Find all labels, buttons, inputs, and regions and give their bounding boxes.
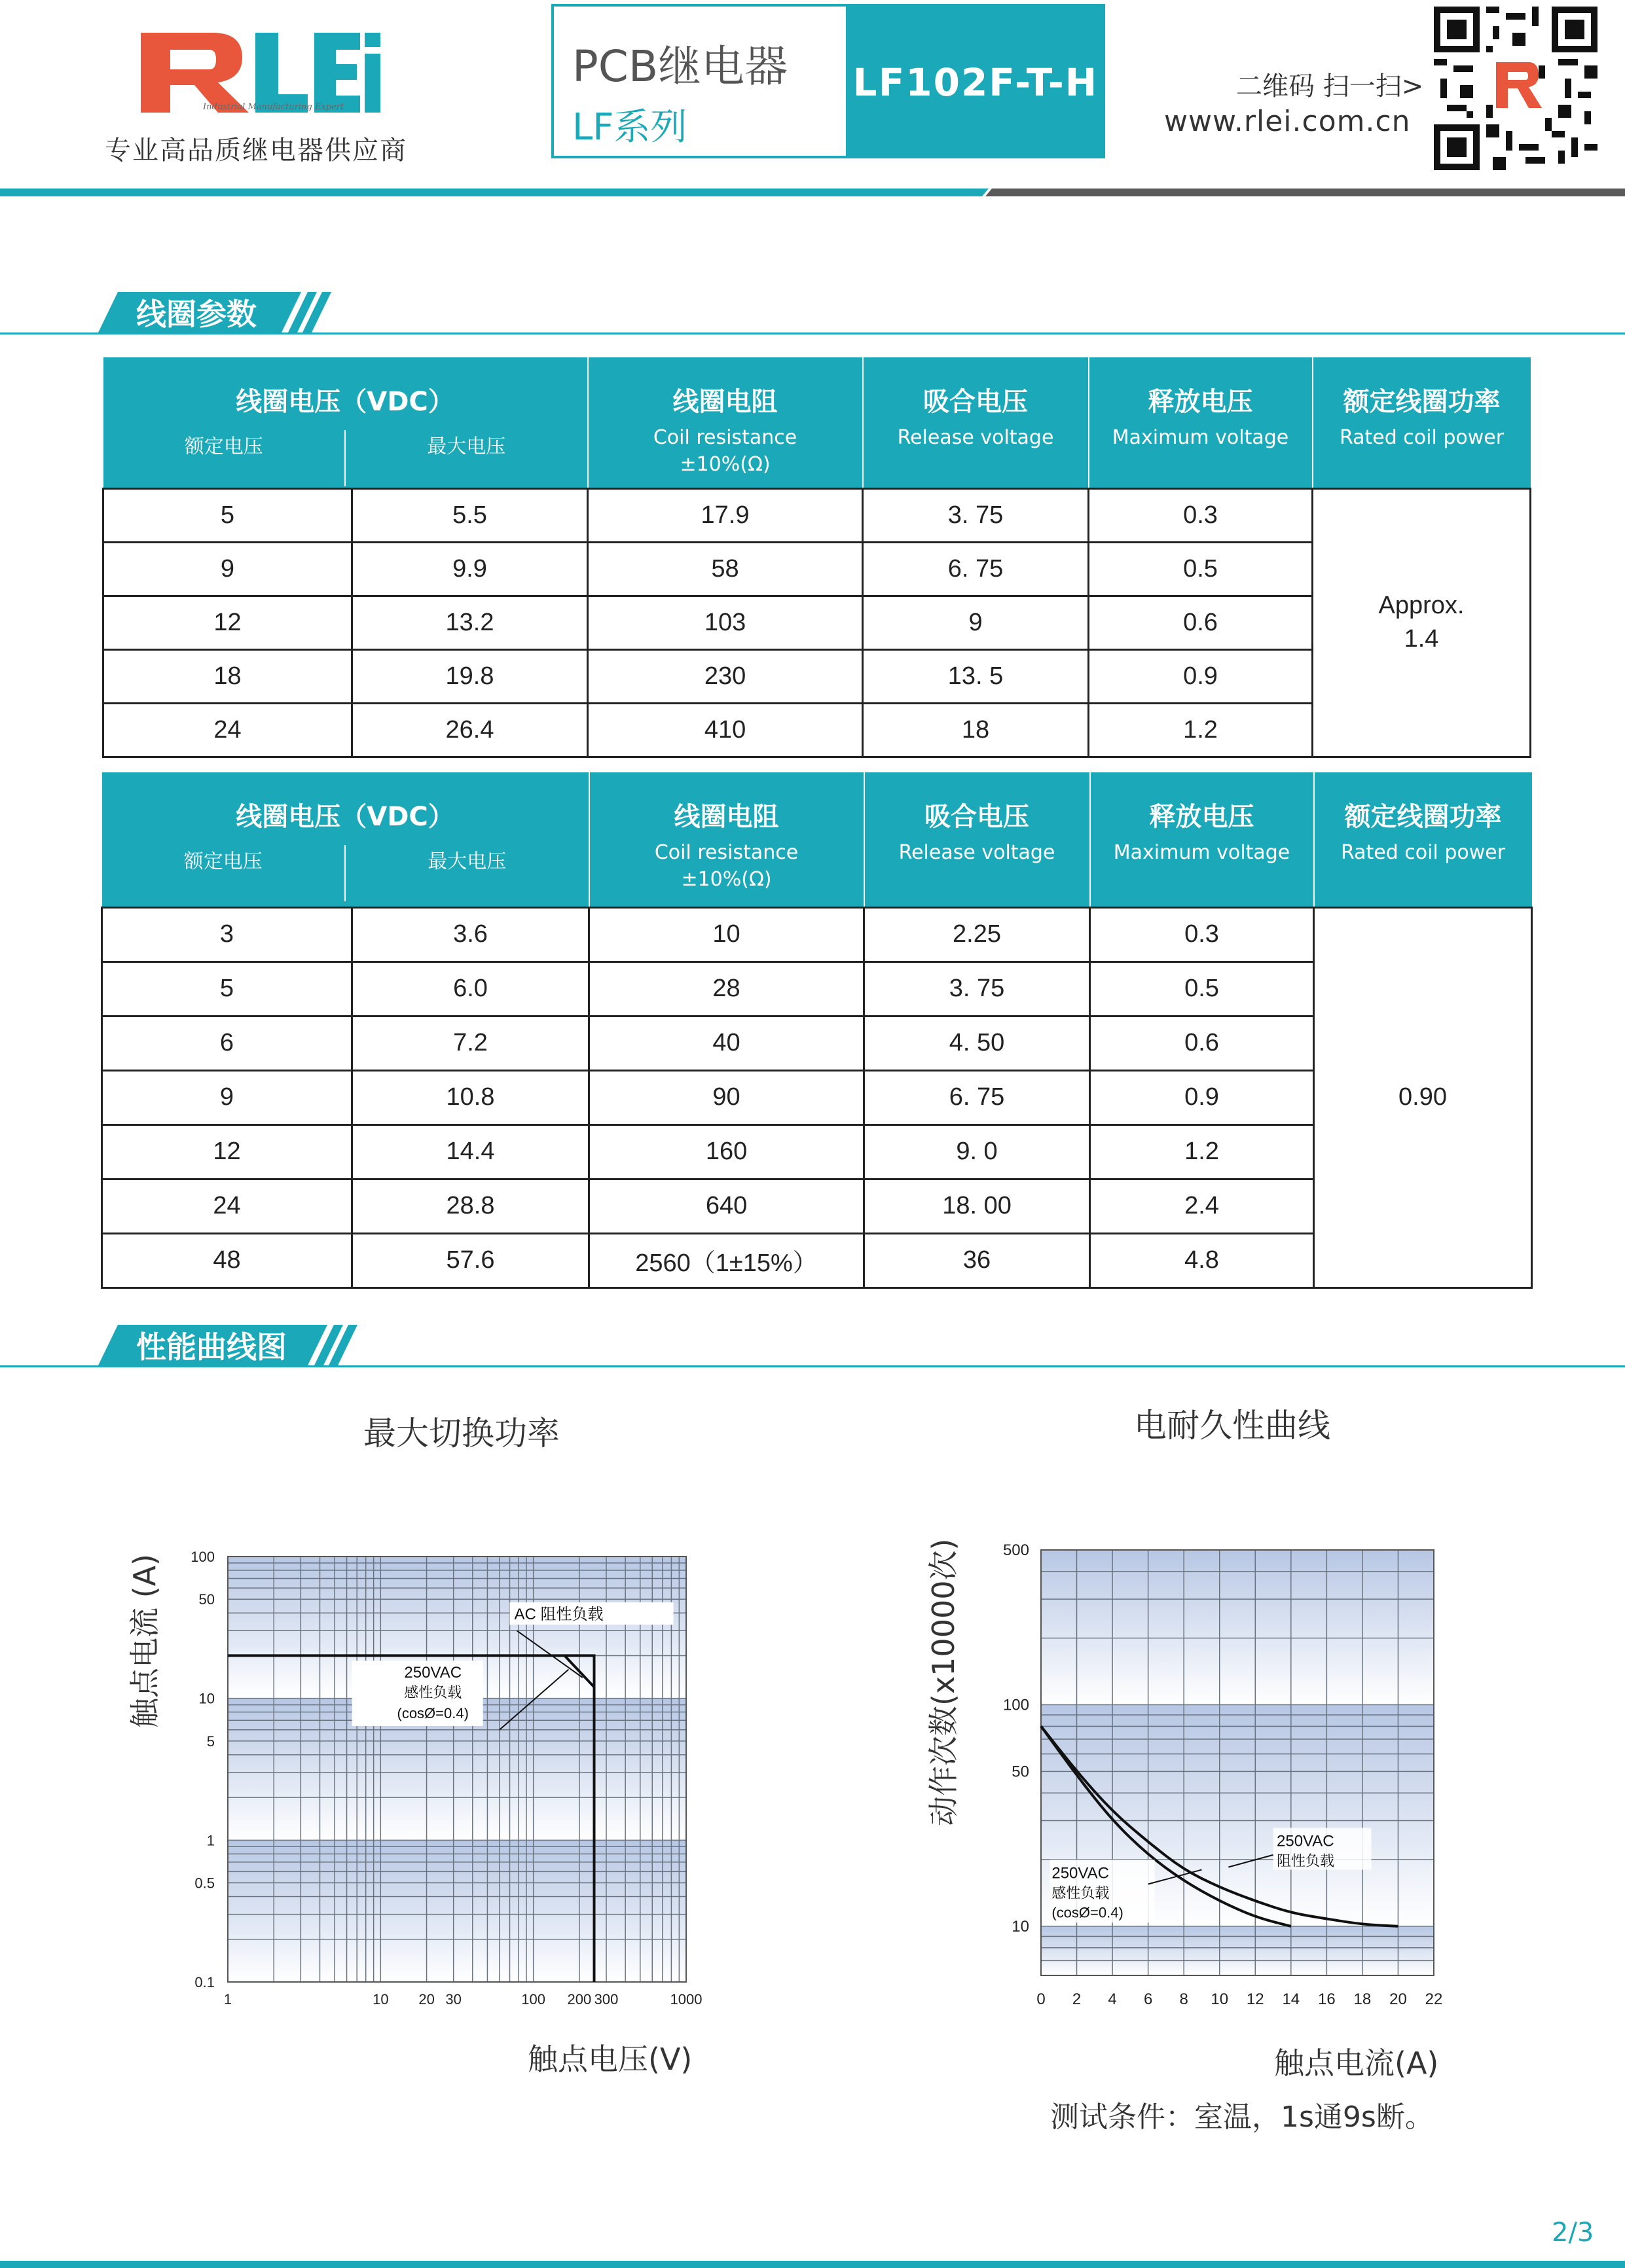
cell-max-voltage: 3.6 <box>352 907 589 962</box>
header-pickup-voltage: 吸合电压 Release voltage <box>864 772 1090 907</box>
y-tick-label: 0.5 <box>194 1875 215 1892</box>
max-switching-power-chart <box>170 1545 703 2029</box>
cell-release-voltage: 2.4 <box>1090 1179 1314 1233</box>
annotation-inductive: 感性负载 <box>404 1684 462 1701</box>
chart-2-title: 电耐久性曲线 <box>1134 1407 1330 1445</box>
cell-max-voltage: 13.2 <box>352 596 588 649</box>
x-tick-label: 300 <box>594 1991 619 2007</box>
chart-2-xlabel: 触点电流(A) <box>1274 2045 1439 2081</box>
cell-release-voltage: 1.2 <box>1090 1125 1314 1179</box>
cell-release-voltage: 0.9 <box>1090 1070 1314 1125</box>
cell-resistance: 40 <box>589 1016 864 1070</box>
cell-pickup-voltage: 3. 75 <box>864 962 1090 1016</box>
annotation-cos: (cosØ=0.4) <box>397 1705 469 1722</box>
cell-rated-voltage: 12 <box>102 1125 352 1179</box>
header-rated-voltage: 额定电压 <box>103 430 346 486</box>
chart-background-band <box>1041 1926 1434 1975</box>
cell-release-voltage: 0.3 <box>1090 907 1314 962</box>
y-tick-label: 10 <box>198 1690 215 1707</box>
cell-max-voltage: 26.4 <box>352 703 588 757</box>
cell-pickup-voltage: 18 <box>863 703 1089 757</box>
electrical-endurance-chart <box>982 1538 1480 2023</box>
cell-rated-voltage: 18 <box>103 649 352 703</box>
cell-pickup-voltage: 2.25 <box>864 907 1090 962</box>
table-row <box>103 488 1531 542</box>
cell-rated-voltage: 3 <box>102 907 352 962</box>
cell-resistance: 17.9 <box>588 488 863 542</box>
x-tick-label: 12 <box>1246 1990 1264 2008</box>
cell-rated-voltage: 5 <box>103 488 352 542</box>
header-divider <box>0 186 1625 199</box>
annotation-voltage: 250VAC <box>404 1664 462 1682</box>
annotation-inductive: 感性负载 <box>1051 1884 1110 1901</box>
cell-max-voltage: 5.5 <box>352 488 588 542</box>
series-title-box <box>551 4 1105 158</box>
y-tick-label: 1 <box>206 1832 215 1849</box>
header-max-voltage: 最大电压 <box>428 850 507 873</box>
cell-pickup-voltage: 6. 75 <box>863 542 1089 596</box>
cell-max-voltage: 19.8 <box>352 649 588 703</box>
model-number: LF102F-T-H <box>846 7 1105 158</box>
series-subtitle: LF系列 <box>572 106 687 149</box>
cell-pickup-voltage: 4. 50 <box>864 1016 1090 1070</box>
header-coil-resistance: 线圈电阻 Coil resistance ±10%(Ω) <box>589 772 864 907</box>
cell-pickup-voltage: 18. 00 <box>864 1179 1090 1233</box>
annotation-voltage: 250VAC <box>1277 1832 1334 1850</box>
cell-resistance: 230 <box>588 649 863 703</box>
cell-rated-power: 0.90 <box>1314 907 1532 1287</box>
x-tick-label: 1000 <box>670 1991 703 2007</box>
x-tick-label: 14 <box>1282 1990 1300 2008</box>
cell-release-voltage: 0.5 <box>1090 962 1314 1016</box>
cell-release-voltage: 0.6 <box>1089 596 1313 649</box>
x-tick-label: 20 <box>1389 1990 1407 2008</box>
x-tick-label: 22 <box>1425 1990 1443 2008</box>
y-tick-label: 50 <box>1012 1763 1029 1781</box>
header-release-voltage: 释放电压 Maximum voltage <box>1089 357 1313 488</box>
x-tick-label: 2 <box>1072 1990 1082 2008</box>
cell-rated-voltage: 24 <box>102 1179 352 1233</box>
cell-rated-voltage: 9 <box>102 1070 352 1125</box>
series-title: PCB继电器 <box>572 41 788 92</box>
cell-resistance: 58 <box>588 542 863 596</box>
cell-max-voltage: 6.0 <box>352 962 589 1016</box>
y-tick-label: 0.1 <box>194 1974 215 1990</box>
cell-rated-voltage: 12 <box>103 596 352 649</box>
cell-max-voltage: 7.2 <box>352 1016 589 1070</box>
cell-rated-voltage: 48 <box>102 1233 352 1287</box>
brand-tagline: 专业高品质继电器供应商 <box>105 135 407 166</box>
cell-resistance: 10 <box>589 907 864 962</box>
cell-release-voltage: 4.8 <box>1090 1233 1314 1287</box>
header-rated-voltage: 额定电压 <box>102 845 346 901</box>
cell-pickup-voltage: 36 <box>864 1233 1090 1287</box>
header-max-voltage: 最大电压 <box>427 435 506 458</box>
chart-background-band <box>1041 1550 1434 1705</box>
x-tick-label: 1 <box>223 1991 232 2007</box>
section-header-curves <box>0 1323 1625 1369</box>
section-title-coil: 线圈参数 <box>136 297 257 332</box>
header-rated-power: 额定线圈功率 Rated coil power <box>1314 772 1532 907</box>
cell-pickup-voltage: 6. 75 <box>864 1070 1090 1125</box>
website-url[interactable]: www.rlei.com.cn <box>1164 105 1411 138</box>
footer-bar <box>0 2261 1625 2268</box>
cell-resistance: 103 <box>588 596 863 649</box>
cell-max-voltage: 10.8 <box>352 1070 589 1125</box>
cell-release-voltage: 0.6 <box>1090 1016 1314 1070</box>
cell-pickup-voltage: 13. 5 <box>863 649 1089 703</box>
cell-rated-power: Approx. 1.4 <box>1313 488 1531 757</box>
x-tick-label: 100 <box>521 1991 546 2007</box>
chart-1-ylabel: 触点电流 (A) <box>127 1554 162 1728</box>
annotation-voltage-2: 250VAC <box>1051 1864 1109 1882</box>
x-tick-label: 20 <box>418 1991 435 2007</box>
cell-rated-voltage: 24 <box>103 703 352 757</box>
cell-rated-voltage: 5 <box>102 962 352 1016</box>
header-rated-power: 额定线圈功率 Rated coil power <box>1313 357 1531 488</box>
qr-code[interactable] <box>1434 7 1598 170</box>
y-tick-label: 10 <box>1012 1917 1029 1935</box>
annotation-cos: (cosØ=0.4) <box>1051 1904 1123 1921</box>
cell-max-voltage: 14.4 <box>352 1125 589 1179</box>
cell-pickup-voltage: 9 <box>863 596 1089 649</box>
cell-max-voltage: 57.6 <box>352 1233 589 1287</box>
header-pickup-voltage: 吸合电压 Release voltage <box>863 357 1089 488</box>
annotation-resistive: 阻性负载 <box>1277 1852 1335 1869</box>
cell-pickup-voltage: 3. 75 <box>863 488 1089 542</box>
cell-release-voltage: 0.5 <box>1089 542 1313 596</box>
cell-release-voltage: 0.3 <box>1089 488 1313 542</box>
scan-text: 二维码 扫一扫> <box>1236 71 1424 101</box>
chart-1-title: 最大切换功率 <box>363 1414 560 1452</box>
cell-resistance: 160 <box>589 1125 864 1179</box>
table-row <box>102 907 1532 962</box>
logo-r-shape <box>141 33 249 113</box>
cell-rated-voltage: 9 <box>103 542 352 596</box>
cell-release-voltage: 1.2 <box>1089 703 1313 757</box>
header-coil-voltage: 线圈电压（VDC） 额定电压 最大电压 <box>103 357 588 488</box>
y-tick-label: 5 <box>206 1733 215 1750</box>
cell-max-voltage: 9.9 <box>352 542 588 596</box>
chart-1-xlabel: 触点电压(V) <box>528 2042 693 2077</box>
x-tick-label: 8 <box>1179 1990 1188 2008</box>
x-tick-label: 18 <box>1353 1990 1372 2008</box>
annotation-resistive: AC 阻性负载 <box>514 1606 604 1624</box>
cell-resistance: 2560（1±15%） <box>589 1233 864 1287</box>
x-tick-label: 0 <box>1036 1990 1046 2008</box>
x-tick-label: 10 <box>1211 1990 1229 2008</box>
x-tick-label: 30 <box>445 1991 462 2007</box>
y-tick-label: 50 <box>198 1591 215 1608</box>
x-tick-label: 10 <box>373 1991 389 2007</box>
coil-table-2 <box>101 772 1533 1289</box>
cell-resistance: 410 <box>588 703 863 757</box>
page-number: 2/3 <box>1552 2218 1594 2248</box>
x-tick-label: 4 <box>1108 1990 1117 2008</box>
header-coil-voltage: 线圈电压（VDC） 额定电压 最大电压 <box>102 772 589 907</box>
x-tick-label: 6 <box>1143 1990 1153 2008</box>
cell-rated-voltage: 6 <box>102 1016 352 1070</box>
y-tick-label: 100 <box>1002 1696 1029 1714</box>
cell-pickup-voltage: 9. 0 <box>864 1125 1090 1179</box>
cell-resistance: 640 <box>589 1179 864 1233</box>
logo-tagline: Industrial Manufacturing Expert <box>203 102 344 112</box>
test-condition: 测试条件：室温，1s通9s断。 <box>1050 2100 1434 2134</box>
section-header-coil <box>0 291 1625 336</box>
x-tick-label: 200 <box>567 1991 592 2007</box>
section-title-curves: 性能曲线图 <box>136 1329 287 1365</box>
chart-background-band <box>228 1840 686 1982</box>
header-coil-resistance: 线圈电阻 Coil resistance ±10%(Ω) <box>588 357 863 488</box>
chart-2-ylabel: 动作次数(x10000次) <box>926 1538 961 1826</box>
cell-max-voltage: 28.8 <box>352 1179 589 1233</box>
cell-release-voltage: 0.9 <box>1089 649 1313 703</box>
cell-resistance: 90 <box>589 1070 864 1125</box>
y-tick-label: 500 <box>1002 1541 1029 1559</box>
cell-resistance: 28 <box>589 962 864 1016</box>
y-tick-label: 100 <box>191 1549 215 1565</box>
x-tick-label: 16 <box>1318 1990 1336 2008</box>
header-release-voltage: 释放电压 Maximum voltage <box>1090 772 1314 907</box>
coil-table-1 <box>102 357 1531 758</box>
